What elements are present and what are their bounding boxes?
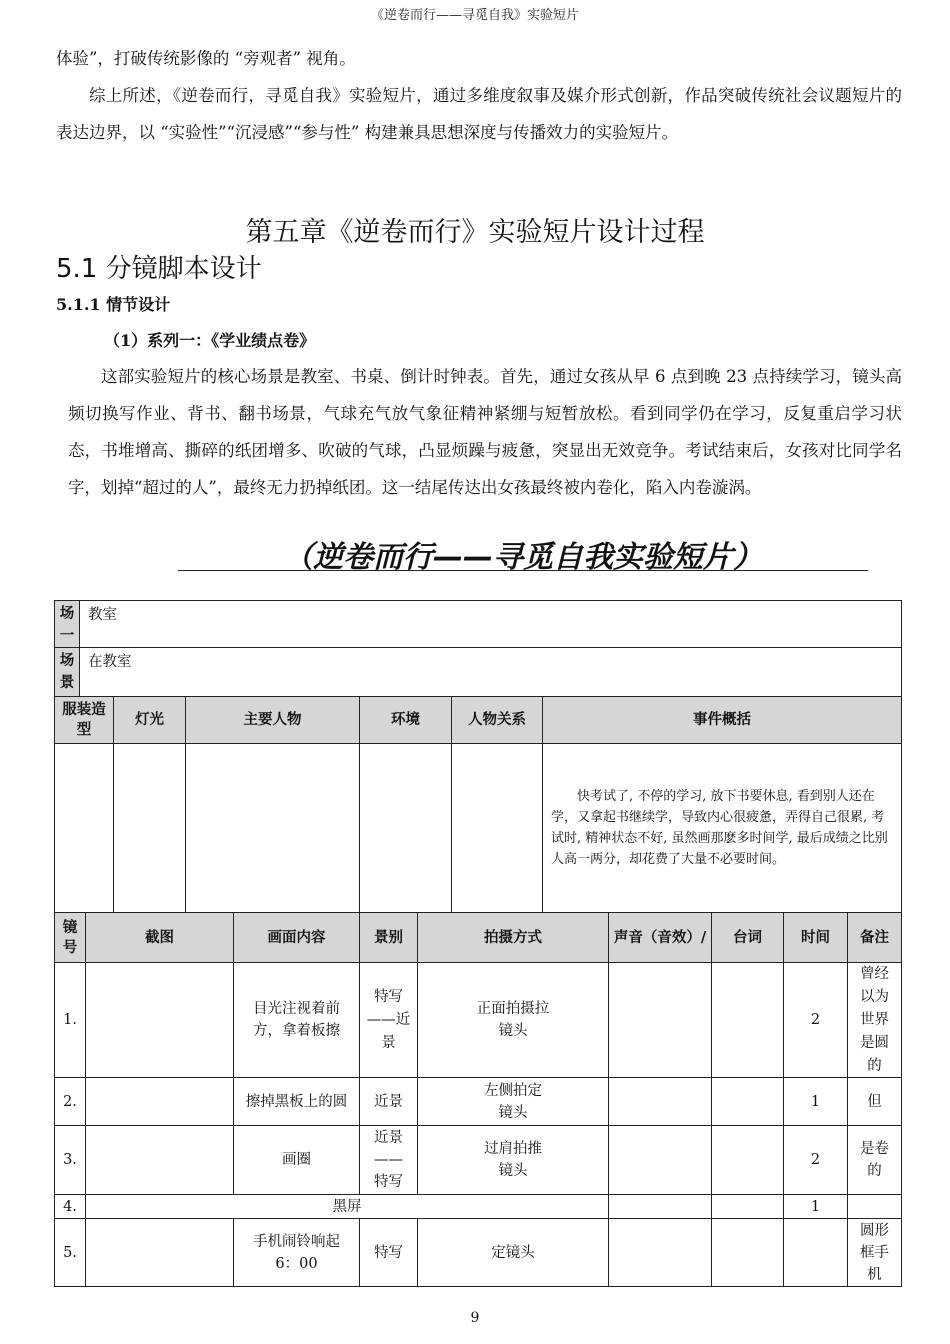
storyboard-banner-title: （逆卷而行——寻觅自我实验短片） [178, 532, 868, 571]
shot-dialogue [711, 962, 784, 1078]
shot-screenshot [85, 1125, 234, 1195]
shot-note: 但 [847, 1077, 902, 1126]
shot-content: 目光注视着前方，拿着板擦 [233, 962, 360, 1078]
shot-time: 2 [783, 1125, 848, 1195]
shot-no: 5. [54, 1218, 86, 1287]
page-number: 9 [470, 1310, 480, 1326]
shot-dialogue [711, 1194, 784, 1219]
paragraph-intro-tail: 体验”，打破传统影像的 “旁观者” 视角。 [56, 49, 356, 68]
shot-screenshot [85, 1077, 234, 1126]
shot-content: 手机闹铃响起 6：00 [233, 1218, 360, 1287]
cell-main-characters [185, 743, 360, 913]
shot-screenshot [85, 962, 234, 1078]
shot-time: 1 [783, 1077, 848, 1126]
shot-dialogue [711, 1077, 784, 1126]
scene-value: 教室 [79, 600, 902, 648]
series-title: （1）系列一：《学业绩点卷》 [104, 331, 316, 350]
shot-note: 圆形框手机 [847, 1218, 902, 1287]
section-title: 5.1 分镜脚本设计 [56, 254, 262, 284]
cell-costume [54, 743, 114, 913]
header-notes: 备注 [847, 912, 902, 963]
shot-scale: 近景 [359, 1077, 418, 1126]
header-camera-method: 拍摄方式 [417, 912, 609, 963]
shot-time: 1 [783, 1194, 848, 1219]
header-dialogue: 台词 [711, 912, 784, 963]
shot-sound [608, 1218, 712, 1287]
setting-value: 在教室 [79, 647, 902, 697]
cell-lighting [113, 743, 186, 913]
shot-method: 定镜头 [417, 1218, 609, 1287]
shot-method: 正面拍摄拉镜头 [417, 962, 609, 1078]
shot-screenshot [85, 1218, 234, 1287]
shot-time: 2 [783, 962, 848, 1078]
header-environment: 环境 [359, 696, 452, 744]
scene-label: 场一 [54, 600, 80, 648]
header-main-characters: 主要人物 [185, 696, 360, 744]
cell-relationships [451, 743, 543, 913]
cell-environment [359, 743, 452, 913]
header-screenshot: 截图 [85, 912, 234, 963]
shot-time [783, 1218, 848, 1287]
header-sound: 声音（音效）/ [608, 912, 712, 963]
paragraph-plot: 这部实验短片的核心场景是教室、书桌、倒计时钟表。首先，通过女孩从早 6 点到晚 23 点持续学习，镜头高频切换写作业、背书、翻书场景，气球充气放气象征精神紧绷与短暂放松。看到同学仍在学习，反复重启学习状态，书堆增高、撕碎的纸团增多、吹破的气球，凸显烦躁与疲惫，突显出无效竞争。考试结束后，女孩对比同学名字，划掉“超过的人”，最终无力扔掉纸团。这一结尾传达出女孩最终被内卷化，陷入内卷漩涡。 [68, 367, 902, 497]
header-costume: 服装造型 [54, 696, 114, 744]
shot-dialogue [711, 1125, 784, 1195]
shot-sound [608, 1077, 712, 1126]
shot-note: 是卷的 [847, 1125, 902, 1195]
shot-no: 1. [54, 962, 86, 1078]
shot-sound [608, 1194, 712, 1219]
shot-no: 4. [54, 1194, 86, 1219]
header-event-summary: 事件概括 [542, 696, 902, 744]
shot-no: 2. [54, 1077, 86, 1126]
cell-event-summary [542, 743, 902, 913]
shot-scale: 近景——特写 [359, 1125, 418, 1195]
subsection-title: 5.1.1 情节设计 [56, 295, 171, 314]
shot-no: 3. [54, 1125, 86, 1195]
header-shot-no: 镜号 [54, 912, 86, 963]
shot-note: 曾经以为世界是圆的 [847, 962, 902, 1078]
header-time: 时间 [783, 912, 848, 963]
shot-sound [608, 1125, 712, 1195]
shot-sound [608, 962, 712, 1078]
shot-dialogue [711, 1218, 784, 1287]
header-relationships: 人物关系 [451, 696, 543, 744]
shot-scale: 特写——近景 [359, 962, 418, 1078]
shot-method: 左侧拍定镜头 [417, 1077, 609, 1126]
event-summary-text: 快考试了, 不停的学习, 放下书要休息, 看到别人还在学，又拿起书继续学，导致内心很疲惫，弄得自己很累, 考试时, 精神状态不好, 虽然画那麽多时间学, 最后成绩之比别人高一两分，却花费了大量不必要时间。 [551, 789, 888, 867]
header-lighting: 灯光 [113, 696, 186, 744]
shot-content: 黑屏 [85, 1194, 609, 1219]
header-frame-content: 画面内容 [233, 912, 360, 963]
shot-method: 过肩拍推镜头 [417, 1125, 609, 1195]
shot-scale: 特写 [359, 1218, 418, 1287]
paragraph-summary: 综上所述，《逆卷而行，寻觅自我》实验短片，通过多维度叙事及媒介形式创新，作品突破传统社会议题短片的表达边界，以 “实验性”“沉浸感”“参与性” 构建兼具思想深度与传播效力的实验短片。 [56, 86, 902, 142]
running-header: 《逆卷而行——寻觅自我》实验短片 [370, 8, 579, 23]
header-shot-scale: 景别 [359, 912, 418, 963]
chapter-title: 第五章《逆卷而行》实验短片设计过程 [245, 217, 705, 248]
setting-label: 场景 [54, 647, 80, 697]
shot-note [847, 1194, 902, 1219]
shot-content: 擦掉黑板上的圆 [233, 1077, 360, 1126]
shot-content: 画圈 [233, 1125, 360, 1195]
